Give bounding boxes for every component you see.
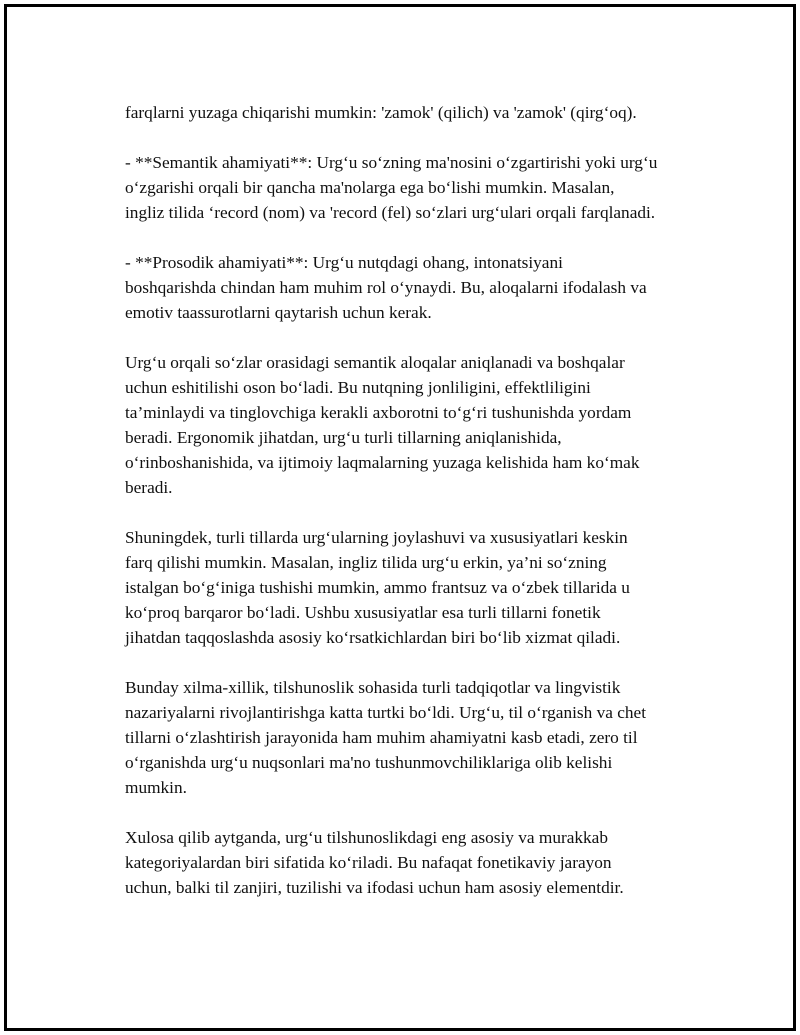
text-line: - **Prosodik ahamiyati**: Urg‘u nutqdagi ohang, intonatsiyani: [125, 253, 563, 272]
text-line: beradi.: [125, 478, 173, 497]
text-line: emotiv taassurotlarni qaytarish uchun kerak.: [125, 303, 432, 322]
text-line: kategoriyalardan biri sifatida ko‘riladi. Bu nafaqat fonetikaviy jarayon: [125, 853, 612, 872]
text-line: farqlarni yuzaga chiqarishi mumkin: 'zamok' (qilich) va 'zamok' (qirg‘oq).: [125, 103, 637, 122]
paragraph-semantic-relations: [125, 350, 710, 500]
text-line: farq qilishi mumkin. Masalan, ingliz tilida urg‘u erkin, ya’ni so‘zning: [125, 553, 607, 572]
paragraph-conclusion: [125, 825, 710, 900]
paragraph-semantic-significance: [125, 150, 710, 225]
text-line: nazariyalarni rivojlantirishga katta turtki bo‘ldi. Urg‘u, til o‘rganish va chet: [125, 703, 647, 722]
text-line: Shuningdek, turli tillarda urg‘ularning joylashuvi va xususiyatlari keskin: [125, 528, 628, 547]
document-body: [125, 100, 710, 925]
text-line: mumkin.: [125, 778, 187, 797]
text-line: ingliz tilida ‘record (nom) va 'record (fel) so‘zlari urg‘ulari orqali farqlanadi.: [125, 203, 656, 222]
text-line: o‘zgarishi orqali bir qancha ma'nolarga ega bo‘lishi mumkin. Masalan,: [125, 178, 615, 197]
text-line: tillarni o‘zlashtirish jarayonida ham muhim ahamiyatni kasb etadi, zero til: [125, 728, 638, 747]
paragraph-linguistic-diversity: [125, 675, 710, 800]
text-line: o‘rganishda urg‘u nuqsonlari ma'no tushunmovchiliklariga olib kelishi: [125, 753, 613, 772]
paragraph-intro-fragment: [125, 100, 710, 125]
page-frame: [4, 4, 796, 1031]
text-line: - **Semantik ahamiyati**: Urg‘u so‘zning ma'nosini o‘zgartirishi yoki urg‘u: [125, 153, 658, 172]
paragraph-stress-placement: [125, 525, 710, 650]
text-line: ko‘proq barqaror bo‘ladi. Ushbu xususiyatlar esa turli tillarni fonetik: [125, 603, 601, 622]
text-line: boshqarishda chindan ham muhim rol o‘ynaydi. Bu, aloqalarni ifodalash va: [125, 278, 647, 297]
paragraph-prosodic-significance: [125, 250, 710, 325]
text-line: o‘rinboshanishida, va ijtimoiy laqmalarning yuzaga kelishida ham ko‘mak: [125, 453, 640, 472]
text-line: Bunday xilma-xillik, tilshunoslik sohasida turli tadqiqotlar va lingvistik: [125, 678, 621, 697]
text-line: Xulosa qilib aytganda, urg‘u tilshunoslikdagi eng asosiy va murakkab: [125, 828, 608, 847]
text-line: ta’minlaydi va tinglovchiga kerakli axborotni to‘g‘ri tushunishda yordam: [125, 403, 632, 422]
text-line: beradi. Ergonomik jihatdan, urg‘u turli tillarning aniqlanishida,: [125, 428, 562, 447]
text-line: jihatdan taqqoslashda asosiy ko‘rsatkichlardan biri bo‘lib xizmat qiladi.: [125, 628, 621, 647]
text-line: uchun, balki til zanjiri, tuzilishi va ifodasi uchun ham asosiy elementdir.: [125, 878, 624, 897]
text-line: Urg‘u orqali so‘zlar orasidagi semantik aloqalar aniqlanadi va boshqalar: [125, 353, 625, 372]
text-line: uchun eshitilishi oson bo‘ladi. Bu nutqning jonliligini, effektliligini: [125, 378, 591, 397]
text-line: istalgan bo‘g‘iniga tushishi mumkin, ammo frantsuz va o‘zbek tillarida u: [125, 578, 630, 597]
